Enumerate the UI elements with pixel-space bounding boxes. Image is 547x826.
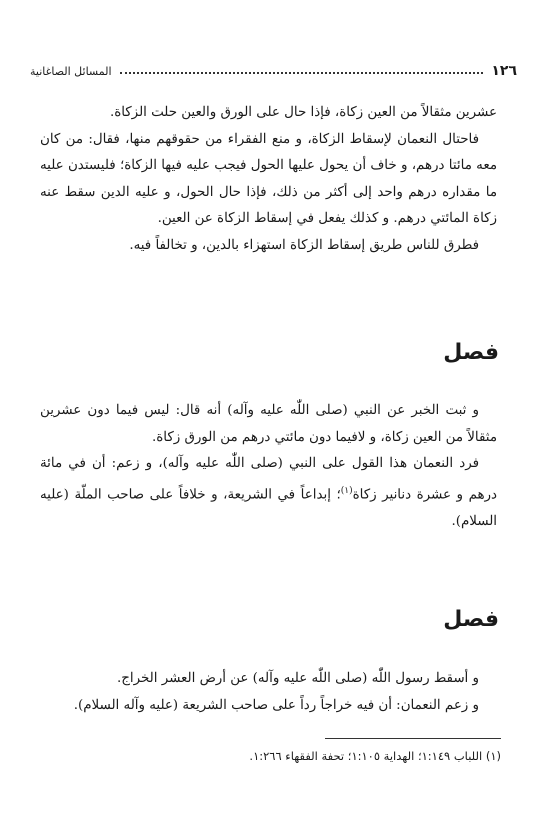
paragraph: عشرين مثقالاً من العين زكاة، فإذا حال على الورق والعين حلت الزكاة. <box>109 105 497 120</box>
page-header <box>30 58 517 84</box>
section3-text <box>40 666 497 719</box>
paragraph-text: ؛ إبداعاً في الشريعة، و خلافاً على صاحب الملّة (عليه السلام). <box>40 487 497 529</box>
paragraph: و زعم النعمان: أن فيه خراجاً رداً على صاحب الشريعة (عليه وآله السلام). <box>73 697 479 713</box>
paragraph: فطرق للناس طريق إسقاط الزكاة استهزاء بالدين، و تخالفاً فيه. <box>129 237 479 253</box>
footnote-divider <box>325 738 501 739</box>
paragraph: فاحتال النعمان لإسقاط الزكاة، و منع الفقراء من حقوقهم منها، فقال: من كان معه مائتا درهم، و خاف أن يحول عليها الحول فيجب عليه فيها الزكاة؛ فليستدن عليه ما مقداره درهم واحد إلى أكثر من ذلك، فإذا حال الحول، و عليه الدين سقط عنه زكاة المائتي درهم. و كذلك يفعل في إسقاط الزكاة عن العين. <box>40 131 497 227</box>
header-dotted-leader <box>120 72 484 74</box>
section1-text <box>40 100 497 260</box>
section-heading: فصل <box>443 340 499 365</box>
paragraph-text: فرد النعمان هذا القول على النبي (صلى اللّٰه عليه وآله)، و زعم: أن في مائة درهم و عشرة دنانير زكاة <box>40 456 497 503</box>
section-heading: فصل <box>443 607 499 632</box>
paragraph: و أسقط رسول اللّٰه (صلى اللّٰه عليه وآله) عن أرض العشر الخراج. <box>117 671 479 686</box>
paragraph <box>40 451 497 535</box>
page-number: ١٢٦ <box>491 63 517 79</box>
footnote: (١) اللباب ١:١٤٩؛ الهداية ١:١٠٥؛ تحفة الفقهاء ١:٢٦٦. <box>249 749 501 763</box>
footnote-marker: (١) <box>340 485 353 496</box>
running-title: المسائل الصاغانية <box>30 64 112 78</box>
section2-text <box>40 398 497 535</box>
paragraph: و ثبت الخبر عن النبي (صلى اللّٰه عليه وآله) أنه قال: ليس فيما دون عشرين مثقالاً من العين زكاة، و لافيما دون مائتي درهم من الورق زكاة. <box>40 403 497 445</box>
